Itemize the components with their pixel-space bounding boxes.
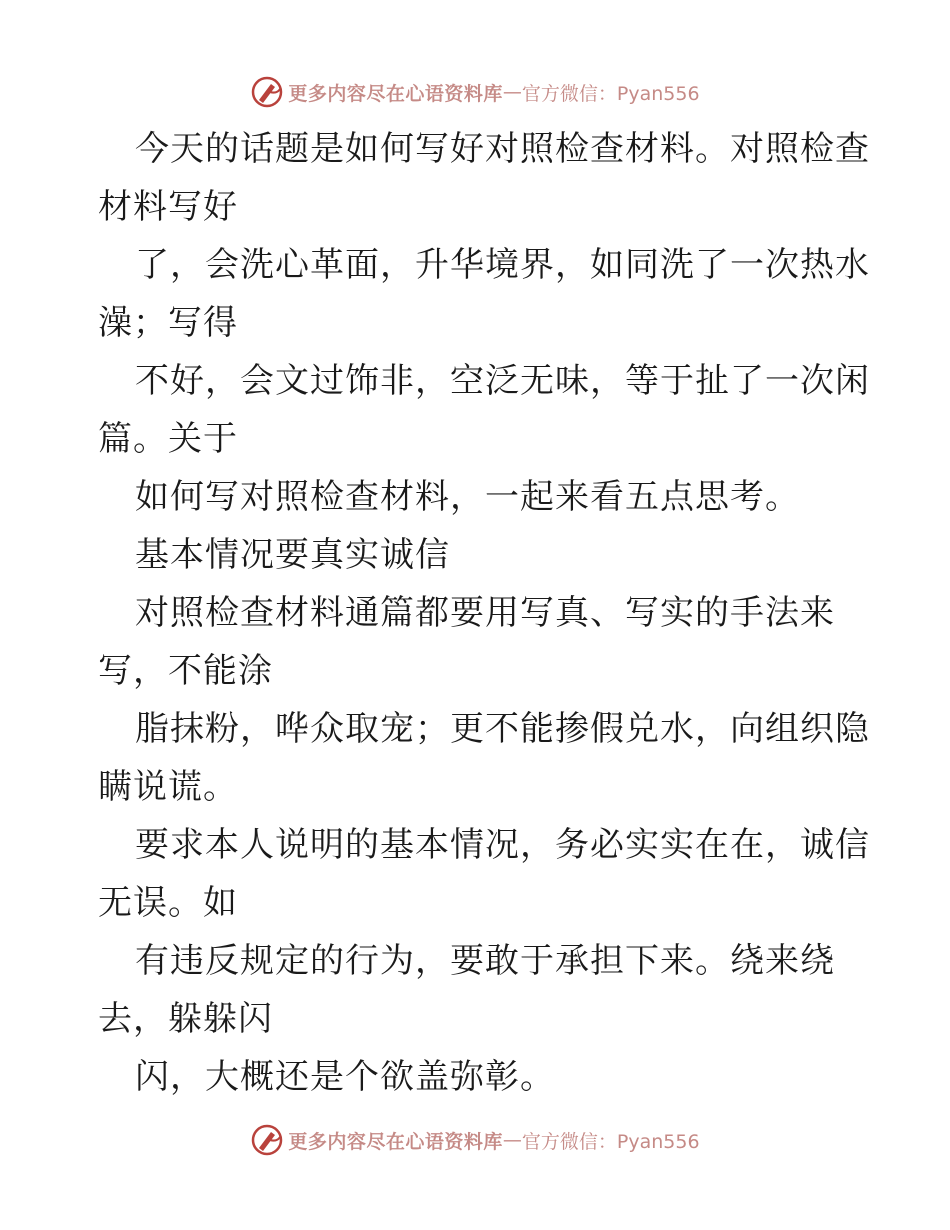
text-line: 如何写对照检查材料，一起来看五点思考。 bbox=[135, 477, 800, 517]
watermark-separator: — bbox=[502, 1129, 522, 1151]
text-line: 了，会洗心革面，升华境界，如同洗了一次热水 bbox=[135, 245, 870, 285]
section-heading: 基本情况要真实诚信 bbox=[135, 535, 450, 575]
watermark-text: 更多内容尽在心语资料库 bbox=[288, 82, 503, 105]
text-line: 澡；写得 bbox=[98, 303, 238, 343]
text-line: 闪，大概还是个欲盖弥彰。 bbox=[135, 1057, 555, 1097]
watermark-text: 更多内容尽在心语资料库 bbox=[288, 1130, 503, 1153]
pen-logo-icon bbox=[250, 75, 284, 109]
watermark-contact: 官方微信：Pyan556 bbox=[521, 1130, 700, 1153]
text-line: 瞒说谎。 bbox=[98, 767, 238, 807]
pen-logo-icon bbox=[250, 1123, 284, 1157]
watermark-contact: 官方微信：Pyan556 bbox=[521, 82, 700, 105]
text-line: 写，不能涂 bbox=[98, 651, 273, 691]
text-line: 对照检查材料通篇都要用写真、写实的手法来 bbox=[135, 593, 835, 633]
text-line: 脂抹粉，哗众取宠；更不能掺假兑水，向组织隐 bbox=[135, 709, 870, 749]
text-line: 篇。关于 bbox=[98, 419, 238, 459]
text-line: 去，躲躲闪 bbox=[98, 999, 273, 1039]
header-watermark bbox=[0, 72, 950, 112]
text-line: 材料写好 bbox=[98, 187, 238, 227]
text-line: 有违反规定的行为，要敢于承担下来。绕来绕 bbox=[135, 941, 835, 981]
text-line: 今天的话题是如何写好对照检查材料。对照检查 bbox=[135, 129, 870, 169]
text-line: 无误。如 bbox=[98, 883, 238, 923]
footer-watermark bbox=[0, 1120, 950, 1160]
text-line: 要求本人说明的基本情况，务必实实在在，诚信 bbox=[135, 825, 870, 865]
document-body bbox=[98, 120, 870, 1106]
watermark-separator: — bbox=[502, 81, 522, 103]
text-line: 不好，会文过饰非，空泛无味，等于扯了一次闲 bbox=[135, 361, 870, 401]
